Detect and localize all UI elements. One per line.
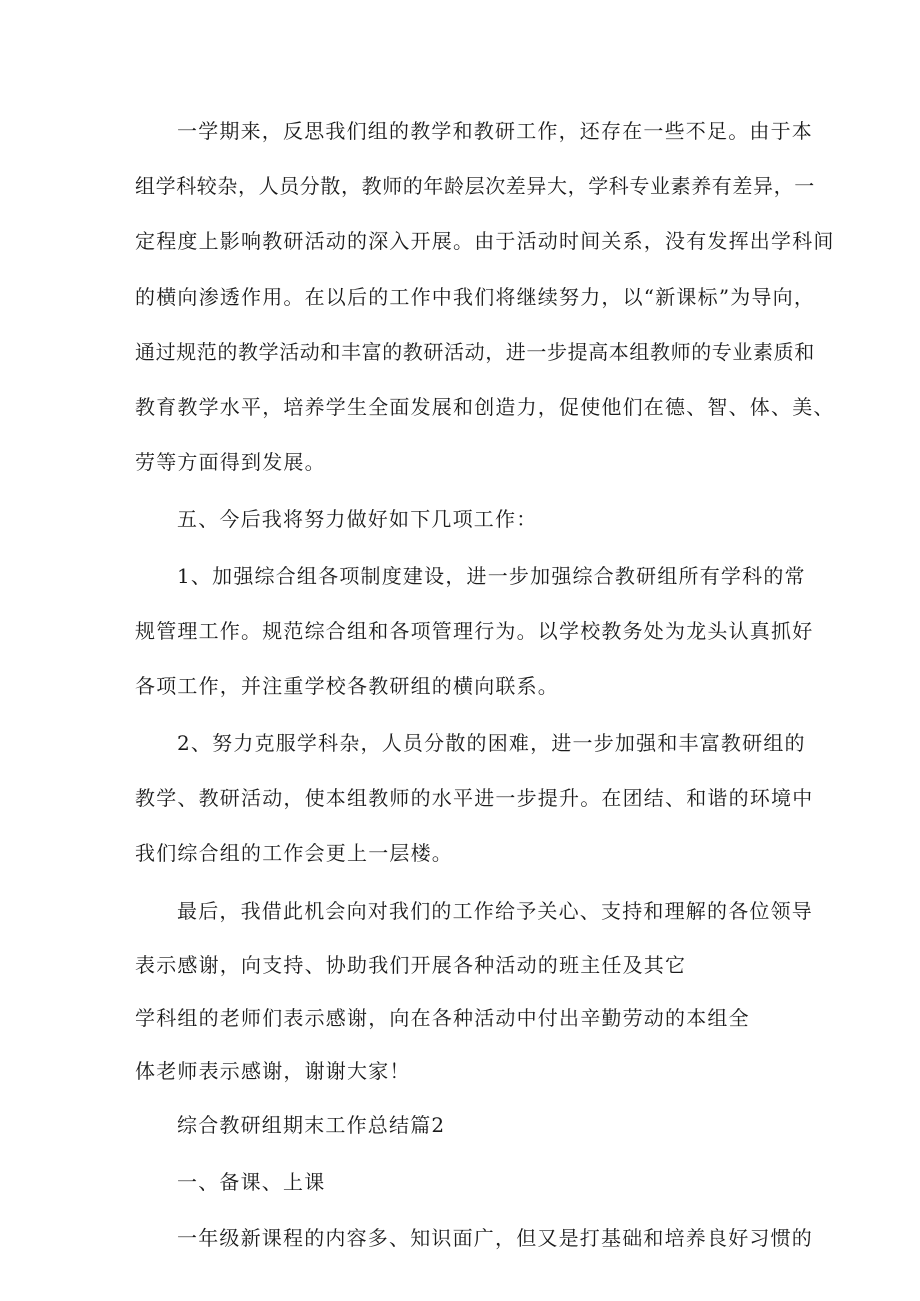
subsection-heading: 一、备课、上课 <box>177 1170 326 1194</box>
paragraph-1-line-2: 组学科较杂，人员分散，教师的年龄层次差异大，学科专业素养有差异，一 <box>135 174 815 198</box>
closing-line-4: 体老师表示感谢，谢谢大家！ <box>135 1059 411 1083</box>
paragraph-1-line-7: 劳等方面得到发展。 <box>135 450 326 474</box>
paragraph-1-line-5: 通过规范的教学活动和丰富的教研活动，进一步提高本组教师的专业素质和 <box>135 340 815 364</box>
item-2-line-1: 2、努力克服学科杂，人员分散的困难，进一步加强和丰富教研组的 <box>177 731 806 755</box>
closing-line-1: 最后，我借此机会向对我们的工作给予关心、支持和理解的各位领导 <box>177 899 813 923</box>
item-2-line-2: 教学、教研活动，使本组教师的水平进一步提升。在团结、和谐的环境中 <box>135 786 814 810</box>
paragraph-1-line-4: 的横向渗透作用。在以后的工作中我们将继续努力，以“新课标”为导向， <box>135 285 816 309</box>
closing-line-3: 学科组的老师们表示感谢，向在各种活动中付出辛勤劳动的本组全 <box>135 1006 750 1030</box>
item-1-line-1: 1、加强综合组各项制度建设，进一步加强综合教研组所有学科的常 <box>177 564 806 588</box>
item-2-line-3: 我们综合组的工作会更上一层楼。 <box>135 841 453 865</box>
paragraph-1-line-6: 教育教学水平，培养学生全面发展和创造力，促使他们在德、智、体、美、 <box>135 395 835 419</box>
section-heading-future-work: 五、今后我将努力做好如下几项工作： <box>177 507 538 531</box>
closing-line-2: 表示感谢，向支持、协助我们开展各种活动的班主任及其它 <box>135 953 687 977</box>
paragraph-final-line-1: 一年级新课程的内容多、知识面广，但又是打基础和培养良好习惯的 <box>177 1226 813 1250</box>
item-1-line-2: 规管理工作。规范综合组和各项管理行为。以学校教务处为龙头认真抓好 <box>135 619 814 643</box>
article-title: 综合教研组期末工作总结篇2 <box>177 1113 446 1137</box>
item-1-line-3: 各项工作，并注重学校各教研组的横向联系。 <box>135 674 559 698</box>
paragraph-1-line-1: 一学期来，反思我们组的教学和教研工作，还存在一些不足。由于本 <box>177 119 813 143</box>
paragraph-1-line-3: 定程度上影响教研活动的深入开展。由于活动时间关系，没有发挥出学科间 <box>135 229 835 253</box>
